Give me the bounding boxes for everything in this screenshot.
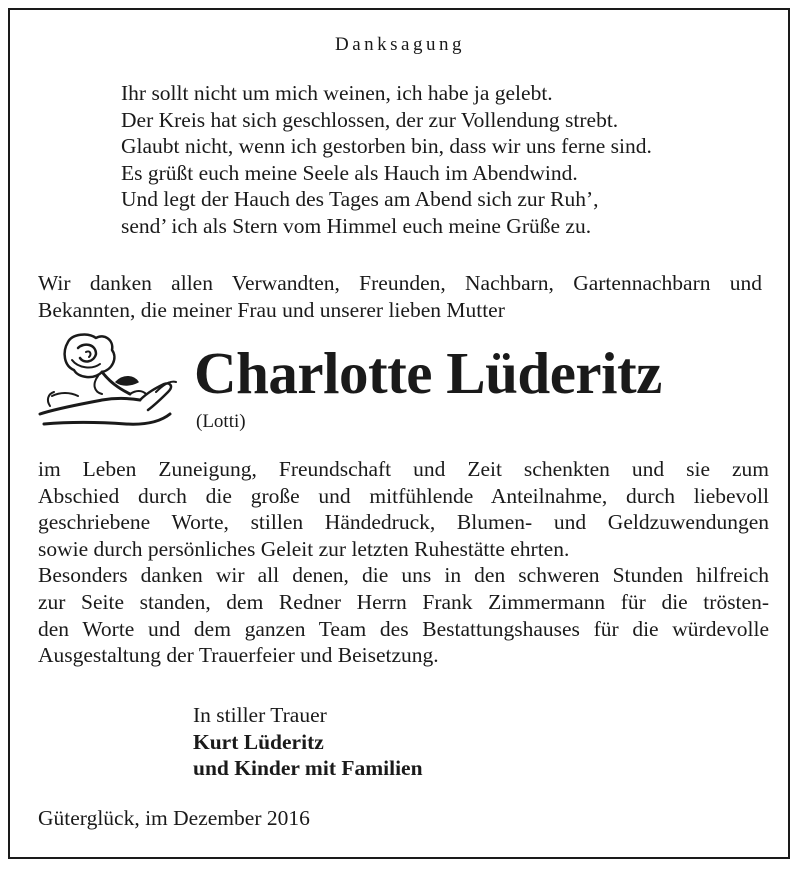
nickname: (Lotti) (196, 411, 246, 432)
poem (121, 80, 652, 239)
signature-block (193, 702, 423, 782)
thanks-line: Abschied durch die große und mitfühlende Anteilnahme, durch liebevoll (38, 483, 769, 508)
thanks-line: Ausgestaltung der Trauerfeier und Beisetzung. (38, 643, 439, 668)
poem-line: send’ ich als Stern vom Himmel euch meine Grüße zu. (121, 213, 592, 238)
poem-line: Es grüßt euch meine Seele als Hauch im Abendwind. (121, 160, 578, 185)
thanks-line: Besonders danken wir all denen, die uns in den schweren Stunden hilfreich (38, 563, 769, 588)
thanks-line: geschriebene Worte, stillen Händedruck, Blumen- und Geldzuwendungen (38, 510, 769, 535)
thanks-paragraph (38, 456, 769, 669)
intro-paragraph: Wir danken allen Verwandten, Freunden, Nachbarn, Gartennachbarn und Bekannten, die meiner Frau und unserer lieben Mutter (38, 271, 762, 322)
thanks-line: den Worte und dem ganzen Team des Bestattungshauses für die würdevolle (38, 616, 769, 641)
poem-line: Der Kreis hat sich geschlossen, der zur Vollendung strebt. (121, 107, 619, 132)
signer-name: Kurt Lüderitz (193, 729, 324, 754)
rose-in-hands-icon (38, 330, 182, 432)
notice-heading: Danksagung (335, 34, 465, 55)
signer-family: und Kinder mit Familien (193, 756, 423, 780)
poem-line: Glaubt nicht, wenn ich gestorben bin, dass wir uns ferne sind. (121, 134, 652, 158)
poem-line: Ihr sollt nicht um mich weinen, ich habe ja gelebt. (121, 81, 553, 105)
poem-line: Und legt der Hauch des Tages am Abend sich zur Ruh’, (121, 187, 599, 211)
mourning-phrase: In stiller Trauer (193, 703, 327, 727)
thanks-line: im Leben Zuneigung, Freundschaft und Zeit schenkten und sie zum (38, 457, 769, 481)
thanks-line: zur Seite standen, dem Redner Herrn Frank Zimmermann für die trösten- (38, 589, 769, 614)
place-date: Güterglück, im Dezember 2016 (38, 806, 310, 830)
thanks-line: sowie durch persönliches Geleit zur letzten Ruhestätte ehrten. (38, 536, 570, 561)
deceased-name: Charlotte Lüderitz (194, 340, 662, 406)
